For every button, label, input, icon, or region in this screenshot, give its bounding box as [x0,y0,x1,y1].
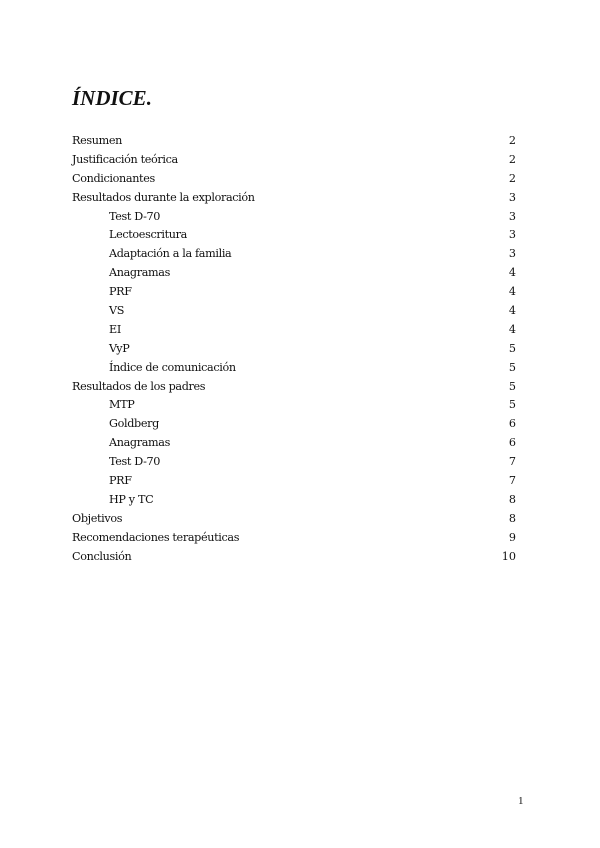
toc-entry-label: Justificación teórica [72,152,178,166]
toc-entry[interactable] [72,132,518,151]
toc-entry[interactable] [72,208,518,227]
toc-entry-label: PRF [109,474,132,488]
toc-entry[interactable] [72,472,518,491]
toc-entry[interactable] [72,302,518,321]
toc-entry-page: 9 [508,530,516,544]
toc-entry-label: Goldberg [109,417,159,431]
toc-entry-page: 3 [508,190,516,204]
toc-entry-label: Anagramas [109,266,171,280]
table-of-contents [72,132,518,566]
toc-entry[interactable] [72,510,518,529]
toc-entry[interactable] [72,245,518,264]
toc-entry-label: Conclusión [72,549,132,563]
toc-entry-label: Recomendaciones terapéuticas [72,530,240,544]
toc-entry[interactable] [72,415,518,434]
toc-entry[interactable] [72,340,518,359]
toc-entry-page: 5 [508,360,516,374]
toc-entry-page: 10 [501,549,516,563]
toc-entry-page: 7 [508,455,516,469]
toc-entry[interactable] [72,321,518,340]
toc-entry-page: 4 [508,266,516,280]
toc-entry[interactable] [72,359,518,378]
toc-entry-label: Anagramas [109,436,171,450]
toc-entry-label: Lectoescritura [109,228,187,242]
toc-entry[interactable] [72,453,518,472]
toc-entry-page: 2 [508,171,516,185]
toc-entry[interactable] [72,283,518,302]
toc-entry-page: 8 [508,511,516,525]
toc-entry-page: 4 [508,322,516,336]
toc-entry-page: 3 [508,209,516,223]
toc-entry-label: Resumen [72,134,122,147]
toc-entry-page: 6 [508,417,516,431]
toc-entry[interactable] [72,226,518,245]
toc-entry-label: Test D-70 [109,209,161,223]
toc-entry-page: 4 [508,285,516,299]
toc-entry-page: 8 [508,492,516,506]
toc-entry-page: 6 [508,436,516,450]
toc-entry[interactable] [72,434,518,453]
toc-entry-label: EI [109,322,121,336]
toc-entry-page: 5 [508,398,516,412]
toc-entry-label: Resultados de los padres [72,379,206,393]
toc-entry-label: VyP [109,341,130,355]
toc-entry[interactable] [72,170,518,189]
toc-entry[interactable] [72,491,518,510]
toc-entry[interactable] [72,529,518,548]
toc-entry-label: Test D-70 [109,455,161,469]
toc-entry-label: VS [109,304,125,318]
toc-entry[interactable] [72,264,518,283]
toc-entry-page: 3 [508,228,516,242]
toc-entry[interactable] [72,189,518,208]
toc-entry-page: 5 [508,379,516,393]
toc-entry-page: 4 [508,304,516,318]
toc-entry-page: 5 [508,341,516,355]
toc-entry-label: Condicionantes [72,171,155,185]
toc-entry-page: 2 [508,152,516,166]
toc-title: ÍNDICE. [72,86,152,110]
toc-entry[interactable] [72,378,518,397]
toc-entry[interactable] [72,396,518,415]
toc-entry-label: Adaptación a la familia [109,247,232,261]
toc-entry[interactable] [72,151,518,170]
toc-entry-page: 7 [508,474,516,488]
toc-entry-label: Resultados durante la exploración [72,190,255,204]
toc-entry-page: 2 [508,134,516,147]
toc-entry-label: PRF [109,285,132,299]
toc-entry-label: HP y TC [109,492,154,506]
toc-entry-label: MTP [109,398,135,412]
toc-entry-label: Objetivos [72,511,123,525]
toc-entry-label: Índice de comunicación [109,360,236,374]
toc-entry[interactable] [72,548,518,567]
page-number: 1 [518,795,524,807]
toc-entry-page: 3 [508,247,516,261]
